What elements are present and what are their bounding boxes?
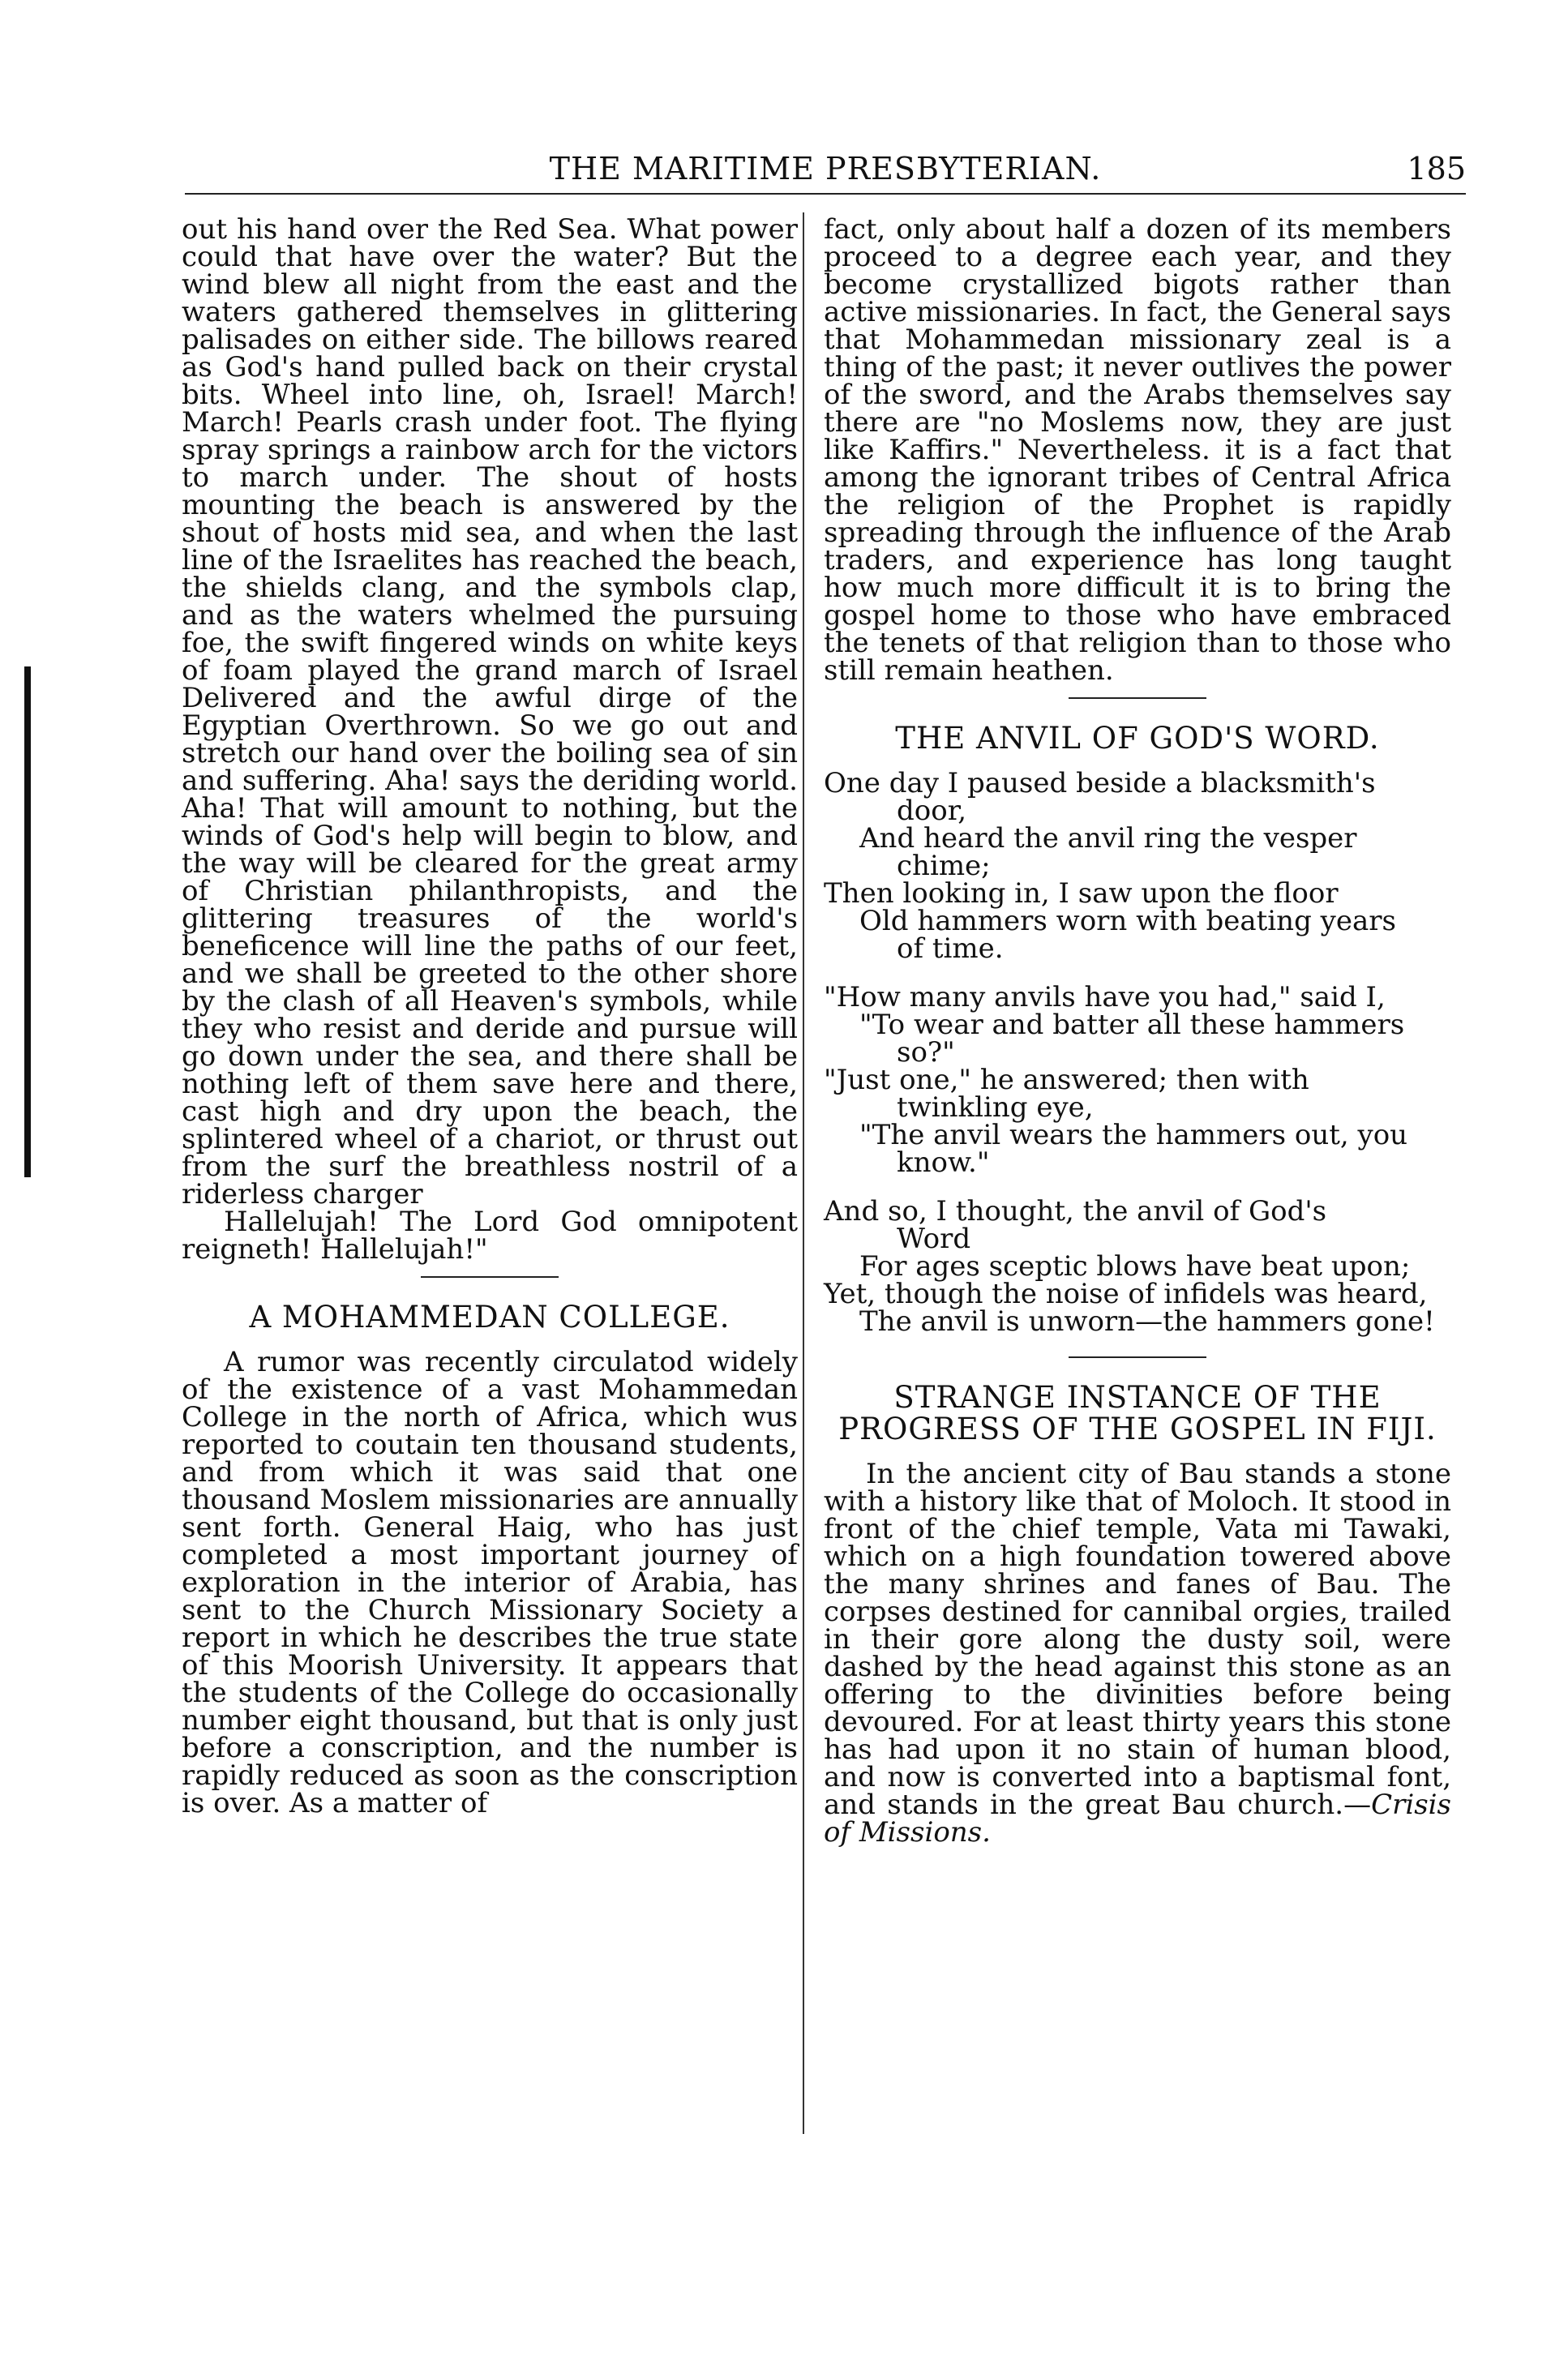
- poem-line: of time.: [897, 932, 1004, 965]
- poem-line: And heard the anvil ring the vesper: [859, 821, 1357, 855]
- fiji-citation: Crisis of Missions.: [824, 1788, 1451, 1849]
- poem-line: "Just one," he answered; then with: [824, 1063, 1309, 1096]
- fiji-body: In the ancient city of Bau stands a stone with a history like that of Moloch. It stood in front of the chief temple, Vata mi Tawaki, which on a high foundation towered above the many shrines and fanes of Bau. The corpses destined for cannibal orgies, trailed in their gore along the dusty soil, were dashed by the head against this stone as an offering to the divinities before being devoured. For at least thirty years this stone has had upon it no stain of human blood, and now is converted into a baptismal font, and stands in the great Bau church.—: [824, 1457, 1451, 1821]
- running-header: [185, 151, 1466, 195]
- poem-line: For ages sceptic blows have beat upon;: [859, 1249, 1411, 1283]
- poem-line: One day I paused beside a blacksmith's: [824, 766, 1376, 799]
- section-divider: [421, 1276, 559, 1278]
- poem-line: And so, I thought, the anvil of God's: [824, 1194, 1327, 1228]
- poem-line: twinkling eye,: [897, 1091, 1094, 1124]
- poem-stanza-1: [824, 766, 1451, 965]
- poem-line: know.": [897, 1146, 990, 1179]
- poem-line: Old hammers worn with beating years: [859, 904, 1396, 937]
- margin-mark: [24, 666, 31, 1177]
- poem-line: Yet, though the noise of infidels was heard,: [824, 1277, 1428, 1310]
- heading-anvil: THE ANVIL OF GOD'S WORD.: [895, 721, 1380, 756]
- mohammedan-college-text: A rumor was recently circulatod widely of the existence of a vast Mohammedan College in the north of Africa, which wus reported to coutain ten thousand students, and from which it was said that one thousand Moslem missionaries are annually sent forth. General Haig, who has just completed a most important journey of exploration in the interior of Arabia, has sent to the Church Missionary Society a report in which he describes the true state of this Moorish University. It appears that the students of the College do occasionally number eight thousand, but that is only just before a conscription, and the number is rapidly reduced as soon as the conscription is over. As a matter of: [182, 1345, 798, 1819]
- right-column: [824, 213, 1451, 1849]
- mohammedan-college-continuation: fact, only about half a dozen of its members proceed to a degree each year, and they become crystallized bigots rather than active missionaries. In fact, the General says that Mohammedan missionary zeal is a thing of the past; it never outlives the power of the sword, and the Arabs themselves say there are "no Moslems now, they are just like Kaffirs." Nevertheless. it is a fact that among the ignorant tribes of Central Africa the religion of the Prophet is rapidly spreading through the influence of the Arab traders, and experience has long taught how much more difficult it is to bring the gospel home to those who have embraced the tenets of that religion than to those who still remain heathen.: [824, 213, 1451, 687]
- poem-line: "To wear and batter all these hammers: [859, 1008, 1405, 1041]
- page-number: 185: [1407, 151, 1466, 186]
- poem-line: Then looking in, I saw upon the floor: [824, 876, 1339, 910]
- poem-stanza-2: [824, 980, 1451, 1179]
- article-continuation: out his hand over the Red Sea. What power could that have over the water? But the wind blew all night from the east and the waters gathered themselves in glittering palisades on either side. The billows reared as God's hand pulled back on their crystal bits. Wheel into line, oh, Israel! March! March! Pearls crash under foot. The flying spray springs a rainbow arch for the victors to march under. The shout of hosts mounting the beach is answered by the shout of hosts mid sea, and when the last line of the Israelites has reached the beach, the shields clang, and the symbols clap, and as the waters whelmed the pursuing foe, the swift fingered winds on white keys of foam played the grand march of Israel Delivered and the awful dirge of the Egyptian Overthrown. So we go out and stretch our hand over the boiling sea of sin and suffering. Aha! says the deriding world. Aha! That will amount to nothing, but the winds of God's help will begin to blow, and the way will be cleared for the great army of Christian philanthropists, and the glittering treasures of the world's beneficence will line the paths of our feet, and we shall be greeted to the other shore by the clash of all Heaven's symbols, while they who resist and deride and pursue will go down under the sea, and there shall be nothing left of them save here and there, cast high and dry upon the beach, the splintered wheel of a chariot, or thrust out from the surf the breathless nostril of a riderless charger: [182, 213, 798, 1210]
- poem-line: Word: [897, 1222, 971, 1255]
- poem-line: The anvil is unworn—the hammers gone!: [859, 1305, 1435, 1338]
- fiji-text: [824, 1457, 1451, 1849]
- heading-fiji: STRANGE INSTANCE OF THE PROGRESS OF THE GOSPEL IN FIJI.: [838, 1379, 1437, 1446]
- left-column: [182, 213, 798, 1819]
- poem-line: chime;: [897, 849, 991, 882]
- column-rule: [803, 212, 804, 2134]
- closing-line: Hallelujah! The Lord God omnipotent reigneth! Hallelujah!": [182, 1206, 798, 1266]
- poem-stanza-3: [824, 1194, 1451, 1338]
- poem-line: "How many anvils have you had," said I,: [824, 980, 1386, 1013]
- heading-mohammedan-college: A MOHAMMEDAN COLLEGE.: [249, 1300, 730, 1335]
- poem-line: "The anvil wears the hammers out, you: [859, 1118, 1408, 1151]
- poem-line: door,: [897, 794, 967, 827]
- journal-title: THE MARITIME PRESBYTERIAN.: [549, 151, 1102, 186]
- section-divider: [1069, 1356, 1206, 1358]
- section-divider: [1069, 697, 1206, 699]
- poem-line: so?": [897, 1035, 955, 1069]
